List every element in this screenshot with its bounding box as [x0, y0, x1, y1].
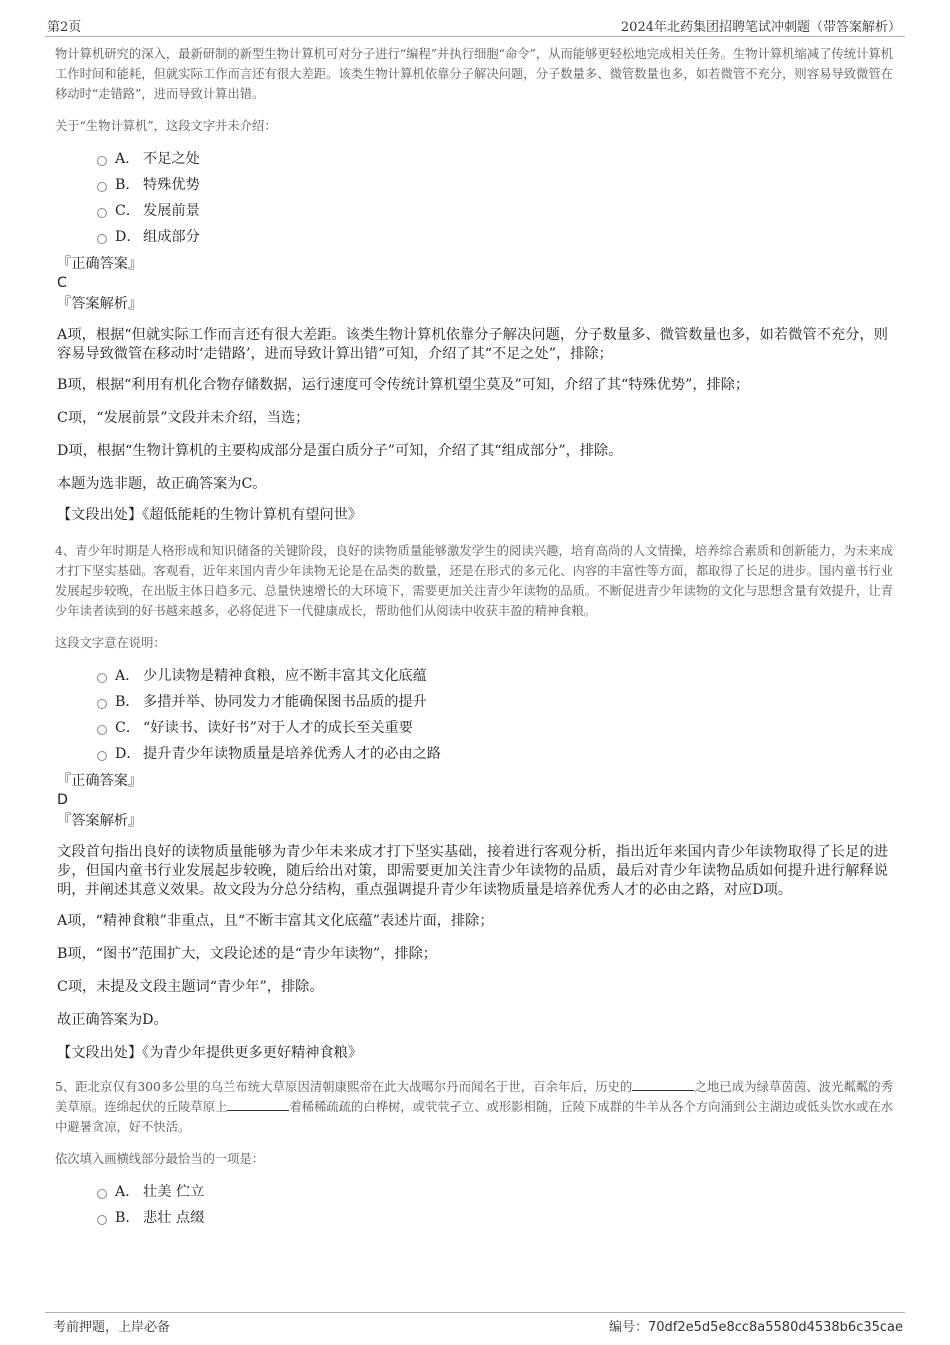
q3-answer: C	[57, 275, 67, 291]
radio-icon[interactable]	[97, 208, 107, 218]
q3-option-a[interactable]: A． 不足之处	[97, 145, 893, 171]
q4-source: 【文段出处】《为青少年提供更多更好精神食粮》	[57, 1045, 363, 1061]
q3-analysis-conclusion: 本题为选非题，故正确答案为C。	[57, 476, 267, 492]
document-content	[55, 44, 893, 1230]
footer-slogan: 考前押题，上岸必备	[53, 1320, 171, 1335]
q4-analysis-conclusion: 故正确答案为D。	[57, 1012, 168, 1028]
q3-option-c[interactable]: C． 发展前景	[97, 197, 893, 223]
radio-icon[interactable]	[97, 725, 107, 735]
q3-analysis-a: A项，根据“但就实际工作而言还有很大差距。该类生物计算机依靠分子解决问题，分子数量多、微管数量也多，如若微管不充分，则容易导致微管在移动时‘走错路’，进而导致计算出错”可知，介绍了其“不足之处”，排除；	[57, 327, 888, 362]
radio-icon[interactable]	[97, 1215, 107, 1225]
q3-answer-label: 『正确答案』	[57, 256, 143, 272]
q5-passage: 5、距北京仅有300多公里的乌兰布统大草原因清朝康熙帝在此大战噶尔丹而闻名于世，百余年后，历史的 之地已成为绿草茵茵、波光粼粼的秀美草原。连绵起伏的丘陵草原上 着稀稀疏疏的白桦树，或茕茕孑立、或形影相随，丘陵下成群的牛羊从各个方向涌到公主湖边或低头饮水或在水中避暑贪凉，好不快活。	[55, 1080, 893, 1134]
q4-option-d[interactable]: D． 提升青少年读物质量是培养优秀人才的必由之路	[97, 740, 893, 766]
q3-analysis-c: C项，“发展前景”文段并未介绍，当选；	[57, 410, 310, 426]
page-header	[45, 12, 905, 37]
q3-question: 关于“生物计算机”，这段文字并未介绍：	[55, 119, 277, 133]
radio-icon[interactable]	[97, 156, 107, 166]
q3-passage: 物计算机研究的深入，最新研制的新型生物计算机可对分子进行“编程”并执行细胞“命令”，从而能够更轻松地完成相关任务。生物计算机缩减了传统计算机工作时间和能耗，但就实际工作而言还有很大差距。该类生物计算机依靠分子解决问题，分子数量多、微管数量也多，如若微管不充分，则容易导致微管在移动时“走错路”，进而导致计算出错。	[55, 47, 893, 101]
q3-option-d[interactable]: D． 组成部分	[97, 223, 893, 249]
q4-analysis-b: B项，“图书”范围扩大，文段论述的是“青少年读物”，排除；	[57, 946, 437, 962]
q3-analysis-label: 『答案解析』	[57, 296, 143, 312]
q4-analysis-a: A项，“精神食粮”非重点，且“不断丰富其文化底蕴”表述片面，排除；	[57, 913, 494, 929]
page-number: 第2页	[47, 20, 82, 35]
radio-icon[interactable]	[97, 182, 107, 192]
radio-icon[interactable]	[97, 234, 107, 244]
q4-analysis	[57, 843, 888, 1030]
q3-options	[97, 145, 893, 249]
q5-option-b[interactable]: B． 悲壮 点缀	[97, 1204, 893, 1230]
q5-options	[97, 1178, 893, 1230]
q4-analysis-summary: 文段首句指出良好的读物质量能够为青少年未来成才打下坚实基础，接着进行客观分析，指出近年来国内青少年读物取得了长足的进步，但国内童书行业发展起步较晚，随后给出对策，即需要更加关注青少年读物的品质，最后对青少年读物品质如何提升进行解释说明，并阐述其意义效果。故文段为分总分结构，重点强调提升青少年读物质量是培养优秀人才的必由之路，对应D项。	[57, 844, 888, 898]
radio-icon[interactable]	[97, 751, 107, 761]
q4-options	[97, 662, 893, 766]
q3-analysis-b: B项，根据“利用有机化合物存储数据，运行速度可令传统计算机望尘莫及”可知，介绍了其“特殊优势”，排除；	[57, 377, 750, 393]
q4-option-b[interactable]: B． 多措并举、协同发力才能确保图书品质的提升	[97, 688, 893, 714]
radio-icon[interactable]	[97, 1189, 107, 1199]
radio-icon[interactable]	[97, 699, 107, 709]
q4-option-c[interactable]: C． “好读书、读好书”对于人才的成长至关重要	[97, 714, 893, 740]
fill-blank-2[interactable]	[227, 1098, 289, 1111]
q4-analysis-c: C项，未提及文段主题词“青少年”，排除。	[57, 979, 324, 995]
q4-question: 这段文字意在说明：	[55, 636, 166, 650]
radio-icon[interactable]	[97, 673, 107, 683]
q5-question: 依次填入画横线部分最恰当的一项是：	[55, 1152, 265, 1166]
q4-passage: 4、青少年时期是人格形成和知识储备的关键阶段，良好的读物质量能够激发学生的阅读兴趣，培育高尚的人文情操，培养综合素质和创新能力，为未来成才打下坚实基础。客观看，近年来国内青少年读物无论是在品类的数量，还是在形式的多元化、内容的丰富性等方面，都取得了长足的进步。国内童书行业发展起步较晚，在出版主体日趋多元、总量快速增长的大环境下，需要更加关注青少年读物的品质。不断促进青少年读物的文化与思想含量有效提升，让青少年读者读到的好书越来越多，必将促进下一代健康成长，帮助他们从阅读中收获丰盈的精神食粮。	[55, 544, 893, 618]
q4-option-a[interactable]: A． 少儿读物是精神食粮，应不断丰富其文化底蕴	[97, 662, 893, 688]
document-title: 2024年北药集团招聘笔试冲刺题（带答案解析）	[620, 20, 901, 35]
q3-source: 【文段出处】《超低能耗的生物计算机有望问世》	[57, 507, 363, 523]
q4-answer: D	[57, 792, 68, 808]
q4-answer-label: 『正确答案』	[57, 773, 143, 789]
q5-option-a[interactable]: A． 壮美 伫立	[97, 1178, 893, 1204]
page-footer	[45, 1312, 905, 1335]
document-id: 编号：70df2e5d5e8cc8a5580d4538b6c35cae	[609, 1320, 903, 1335]
q3-analysis-d: D项，根据“生物计算机的主要构成部分是蛋白质分子”可知，介绍了其“组成部分”，排除。	[57, 443, 623, 459]
fill-blank-1[interactable]	[632, 1078, 694, 1091]
q4-analysis-label: 『答案解析』	[57, 813, 143, 829]
q3-analysis	[57, 326, 888, 494]
q3-option-b[interactable]: B． 特殊优势	[97, 171, 893, 197]
